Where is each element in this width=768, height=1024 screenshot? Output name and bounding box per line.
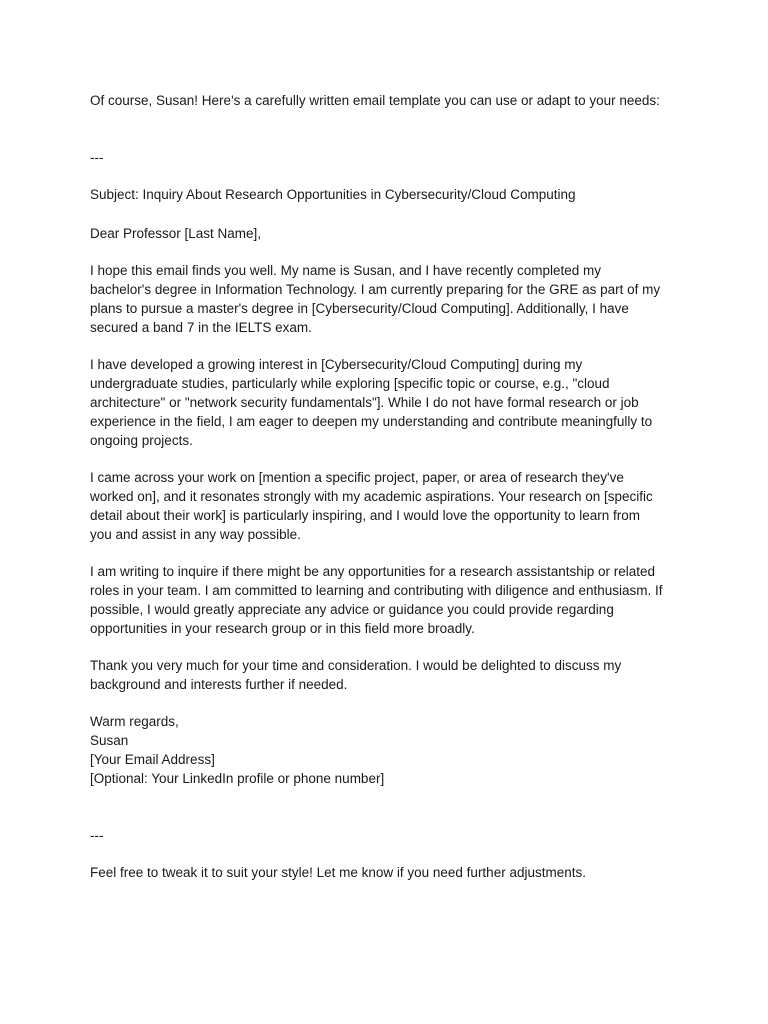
intro-text: Of course, Susan! Here's a carefully written email template you can use or adapt to your needs: [90, 93, 660, 108]
email-subject: Subject: Inquiry About Research Opportunities in Cybersecurity/Cloud Computing [90, 187, 576, 202]
email-signature [90, 712, 690, 788]
paragraph-inquiry: I am writing to inquire if there might be any opportunities for a research assistantship or related roles in your team. I am committed to learning and contributing with diligence and enthusiasm. If possible, I would greatly appreciate any advice or guidance you could provide regarding opportunities in your research group or in this field more broadly. [90, 564, 663, 636]
signature-email: [Your Email Address] [90, 752, 215, 767]
paragraph-introduction: I hope this email finds you well. My name is Susan, and I have recently completed my bachelor's degree in Information Technology. I am currently preparing for the GRE as part of my plans to pursue a master's degree in [Cybersecurity/Cloud Computing]. Additionally, I have secured a band 7 in the IELTS exam. [90, 263, 661, 335]
signoff: Warm regards, [90, 714, 179, 729]
paragraph-professor-work: I came across your work on [mention a specific project, paper, or area of research they've worked on], and it resonates strongly with my academic aspirations. Your research on [specific detail about their work] is particularly inspiring, and I would love the opportunity to learn from you and assist in any way possible. [90, 470, 653, 542]
separator-bottom: --- [90, 828, 104, 843]
signature-name: Susan [90, 733, 129, 748]
email-greeting: Dear Professor [Last Name], [90, 226, 262, 241]
separator-top: --- [90, 150, 104, 165]
paragraph-thanks: Thank you very much for your time and consideration. I would be delighted to discuss my background and interests further if needed. [90, 658, 622, 692]
signature-contact: [Optional: Your LinkedIn profile or phone number] [90, 771, 385, 786]
paragraph-interest: I have developed a growing interest in [Cybersecurity/Cloud Computing] during my undergraduate studies, particularly while exploring [specific topic or course, e.g., "cloud architecture" or "network security fundamentals"]. While I do not have formal research or job experience in the field, I am eager to deepen my understanding and contribute meaningfully to ongoing projects. [90, 357, 653, 448]
closing-text: Feel free to tweak it to suit your style! Let me know if you need further adjustments. [90, 865, 586, 880]
